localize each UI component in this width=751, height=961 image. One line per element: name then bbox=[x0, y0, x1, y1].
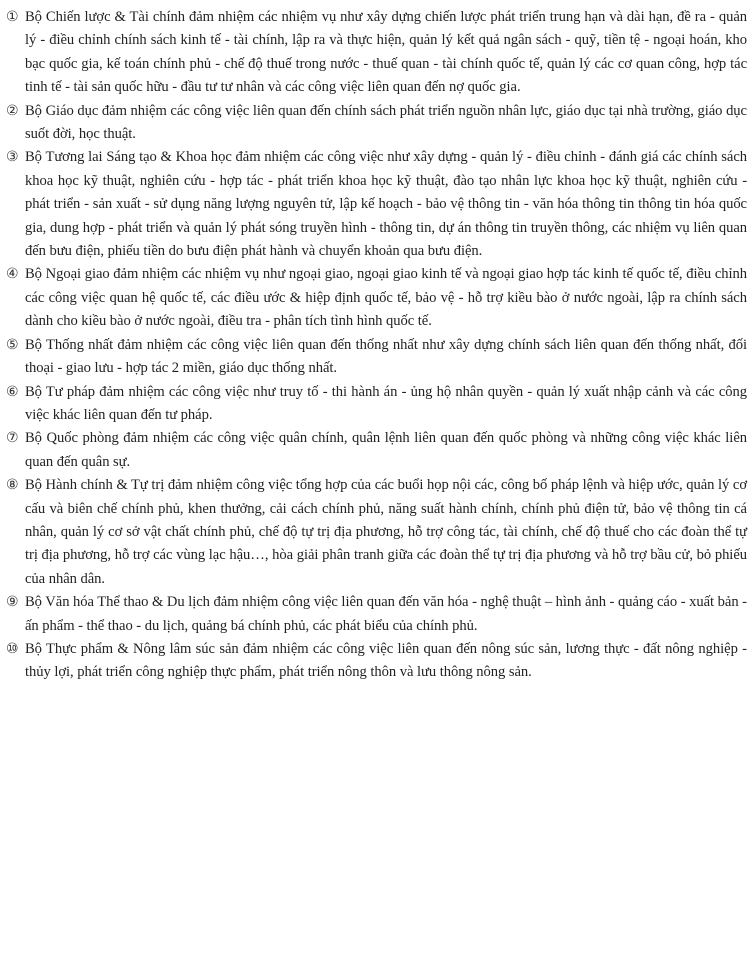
item-number-4: ④ bbox=[6, 266, 19, 283]
item-text-5: Bộ Thống nhất đảm nhiệm các công việc liên quan đến thống nhất như xây dựng chính sách liên quan đến thống nhất, đối thoại - giao lưu - hợp tác 2 miền, giáo dục thống nhất. bbox=[25, 336, 747, 377]
list-item-8 bbox=[6, 474, 747, 591]
item-number-2: ② bbox=[6, 102, 19, 119]
list-item-6 bbox=[6, 381, 747, 428]
list-item-9 bbox=[6, 591, 747, 638]
item-text-4: Bộ Ngoại giao đảm nhiệm các nhiệm vụ như ngoại giao, ngoại giao kinh tế và ngoại giao hợp tác kinh tế quốc tế, điều chỉnh các công việc quan hệ quốc tế, các điều ước & hiệp định quốc tế, bảo vệ - hỗ trợ kiều bào ở nước ngoài, lập ra chính sách dành cho kiều bào ở nước ngoài, điều tra - phân tích tình hình quốc tế. bbox=[25, 266, 747, 330]
item-number-3: ③ bbox=[6, 149, 19, 166]
item-number-7: ⑦ bbox=[6, 430, 19, 447]
item-number-8: ⑧ bbox=[6, 477, 19, 494]
list-item-1 bbox=[6, 6, 747, 100]
item-text-2: Bộ Giáo dục đảm nhiệm các công việc liên quan đến chính sách phát triển nguồn nhân lực, giáo dục tại nhà trường, giáo dục suốt đời, học thuật. bbox=[25, 102, 747, 143]
item-number-10: ⑩ bbox=[6, 640, 19, 657]
item-text-7: Bộ Quốc phòng đảm nhiệm các công việc quân chính, quân lệnh liên quan đến quốc phòng và những công việc khác liên quan đến quân sự. bbox=[25, 430, 747, 470]
item-text-8: Bộ Hành chính & Tự trị đảm nhiệm công việc tổng hợp của các buổi họp nội các, công bố pháp lệnh và hiệp ước, quản lý cơ cấu và biên chế chính phủ, khen thưởng, cải cách chính phủ, năng suất hành chính, chính phủ điện tử, bảo vệ thông tin cá nhân, quản lý cơ sở vật chất chính phủ, chế độ tự trị địa phương, hỗ trợ công tác, tài chính, chế độ thuế cho các đoàn thể tự trị địa phương, hỗ trợ các vùng lạc hậu…, hòa giải phân tranh giữa các đoàn thể tự trị địa phương và hỗ trợ bầu cử, bỏ phiếu của nhân dân. bbox=[25, 477, 747, 587]
item-text-9: Bộ Văn hóa Thể thao & Du lịch đảm nhiệm công việc liên quan đến văn hóa - nghệ thuật – hình ảnh - quảng cáo - xuất bản - ấn phẩm - thể thao - du lịch, quảng bá chính phủ, các phát biểu của chính phủ. bbox=[25, 594, 747, 634]
list-item-3 bbox=[6, 146, 747, 263]
list-item-10 bbox=[6, 638, 747, 685]
item-text-3: Bộ Tương lai Sáng tạo & Khoa học đảm nhiệm các công việc như xây dựng - quản lý - điều chỉnh - đánh giá các chính sách khoa học kỹ thuật, nghiên cứu - hợp tác - phát triển khoa học kỹ thuật, đào tạo nhân lực khoa học kỹ thuật, nghiên cứu - phát triển - sản xuất - sử dụng năng lượng nguyên tử, lập kế hoạch - bảo vệ thông tin - văn hóa thông tin thông tin hóa quốc gia, dung hợp - phát triển và quản lý phát sóng truyền hình - thông tin, dự án thông tin truyền thông, các nhiệm vụ liên quan đến bưu điện, phiếu tiền do bưu điện phát hành và chuyển khoản qua bưu điện. bbox=[25, 149, 747, 260]
item-number-5: ⑤ bbox=[6, 336, 19, 353]
item-number-6: ⑥ bbox=[6, 383, 19, 400]
item-number-1: ① bbox=[6, 9, 19, 25]
list-item-2 bbox=[6, 100, 747, 147]
item-text-10: Bộ Thực phẩm & Nông lâm súc sản đảm nhiệm các công việc liên quan đến nông súc sản, lương thực - đất nông nghiệp - thủy lợi, phát triển công nghiệp thực phẩm, phát triển nông thôn và lưu thông nông sản. bbox=[25, 640, 747, 681]
item-text-1: Bộ Chiến lược & Tài chính đảm nhiệm các nhiệm vụ như xây dựng chiến lược phát triển trung hạn và dài hạn, đề ra - quản lý - điều chỉnh chính sách kinh tế - tài chính, lập ra và thực hiện, quản lý kết quả ngân sách - quỹ, tiền tệ - ngoại hoán, kho bạc quốc gia, kế toán chính phủ - chế độ thuế trong nước - thuế quan - tài chính quốc tế, quản lý các cơ quan công, hợp tác tinh tế - tài sản quốc hữu - đầu tư tư nhân và các công việc liên quan đến nợ quốc gia. bbox=[25, 9, 747, 96]
list-item-5 bbox=[6, 334, 747, 381]
item-text-6: Bộ Tư pháp đảm nhiệm các công việc như truy tố - thi hành án - ủng hộ nhân quyền - quản lý xuất nhập cảnh và các công việc khác liên quan đến tư pháp. bbox=[25, 383, 747, 423]
list-item-4 bbox=[6, 263, 747, 333]
item-number-9: ⑨ bbox=[6, 594, 19, 611]
list-item-7 bbox=[6, 427, 747, 474]
